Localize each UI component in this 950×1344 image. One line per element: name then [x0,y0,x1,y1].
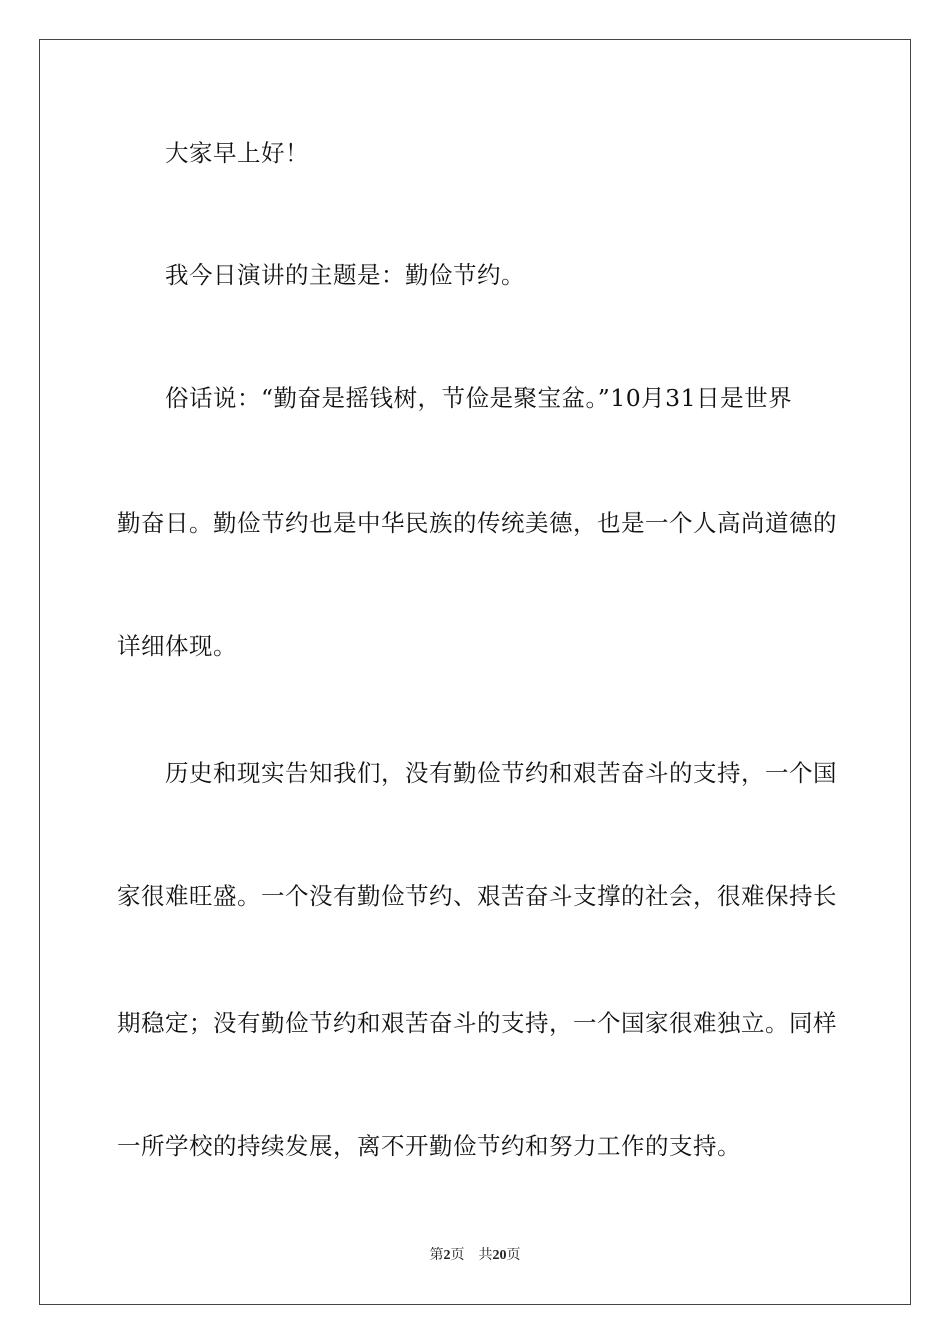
page-border [39,39,911,1305]
page-suffix: 页 [450,1248,465,1263]
total-pages: 20 [492,1248,507,1263]
paragraph-1-line-3: 详细体现。 [117,632,237,660]
paragraph-1-line-1: 俗话说：“勤奋是摇钱树，节俭是聚宝盆。”10月31日是世界 [165,384,793,412]
paragraph-2-line-1: 历史和现实告知我们，没有勤俭节约和艰苦奋斗的支持，一个国 [165,759,837,787]
greeting-line: 大家早上好！ [165,139,309,167]
topic-line: 我今日演讲的主题是：勤俭节约。 [165,261,525,289]
page-footer [0,1246,950,1266]
total-prefix: 共 [478,1248,493,1263]
paragraph-2-line-4: 一所学校的持续发展，离不开勤俭节约和努力工作的支持。 [117,1132,741,1160]
total-suffix: 页 [506,1248,521,1263]
page-prefix: 第 [429,1248,444,1263]
page-number: 2 [443,1248,451,1263]
paragraph-1-line-2: 勤奋日。勤俭节约也是中华民族的传统美德，也是一个人高尚道德的 [117,509,837,537]
paragraph-2-line-2: 家很难旺盛。一个没有勤俭节约、艰苦奋斗支撑的社会，很难保持长 [117,882,837,910]
paragraph-2-line-3: 期稳定；没有勤俭节约和艰苦奋斗的支持，一个国家很难独立。同样 [117,1009,837,1037]
